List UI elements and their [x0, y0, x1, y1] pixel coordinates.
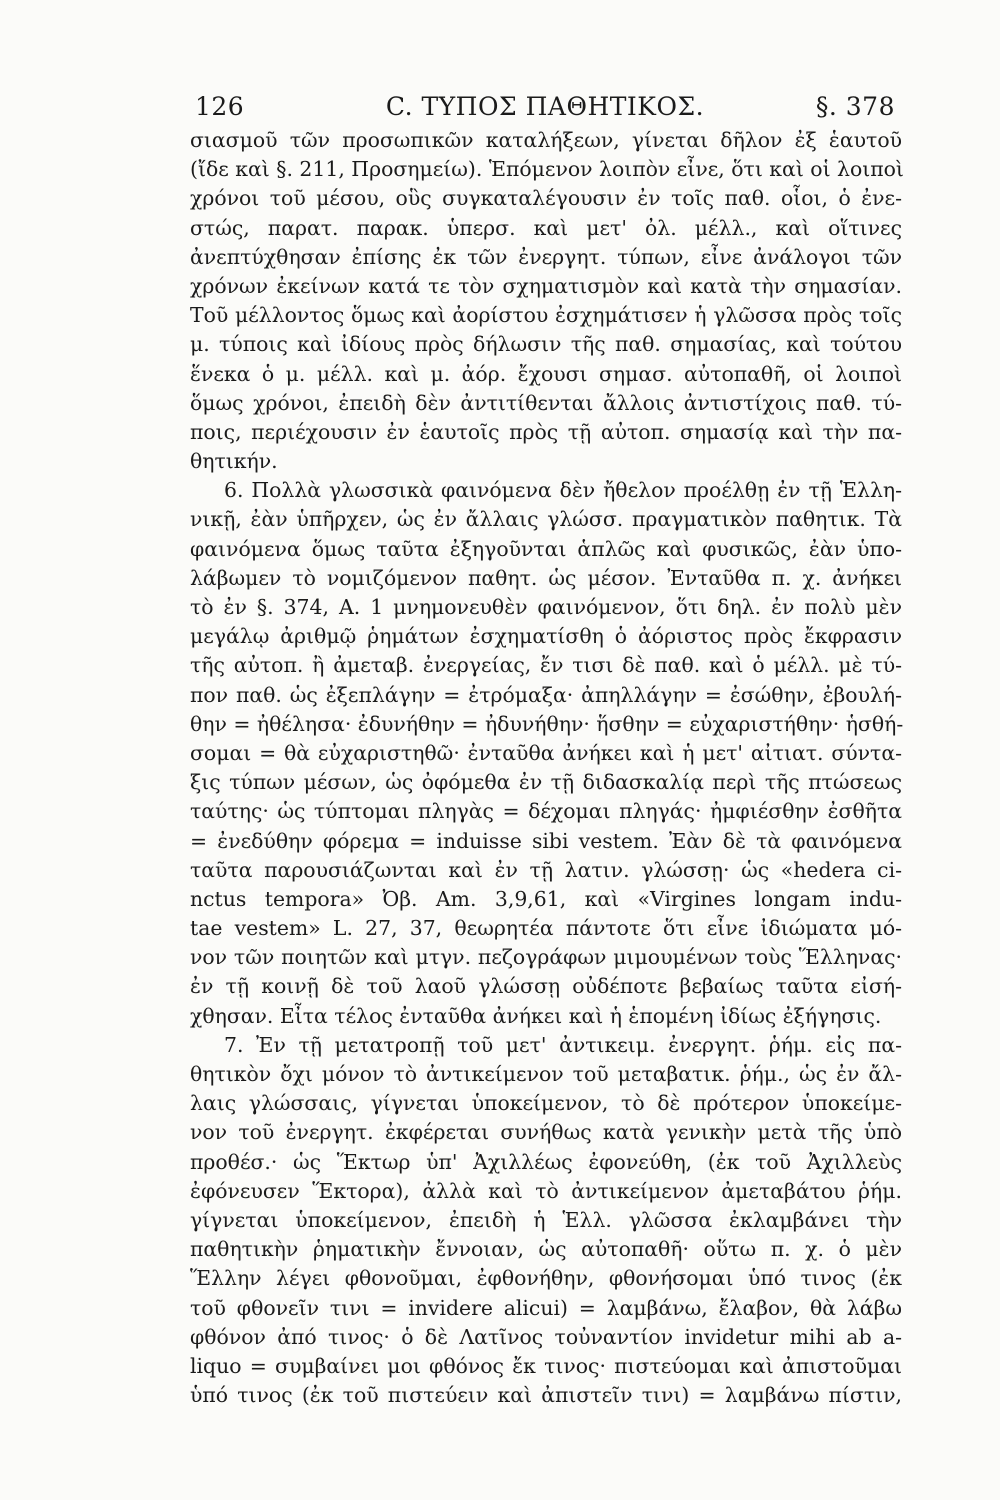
text-line: ἐν τῇ κοινῇ δὲ τοῦ λαοῦ γλώσσῃ οὐδέποτε βεβαίως ταῦτα εἰσή-	[190, 974, 902, 999]
text-line: σιασμοῦ τῶν προσωπικῶν καταλήξεων, γίνεται δῆλον ἐξ ἑαυτοῦ	[190, 128, 902, 152]
text-line: μ. τύποις καὶ ἰδίους πρὸς δήλωσιν τῆς παθ. σημασίας, καὶ τούτου	[190, 332, 902, 357]
text-line: φθόνον ἀπό τινος· ὁ δὲ Λατῖνος τοὐναντίον invidetur mihi ab a-	[190, 1324, 902, 1349]
text-line: παθητικὴν ῥηματικὴν ἔννοιαν, ὡς αὐτοπαθῆ· οὕτω π. χ. ὁ μὲν	[190, 1237, 902, 1262]
text-line: φαινόμενα ὅμως ταῦτα ἐξηγοῦνται ἁπλῶς καὶ φυσικῶς, ἐὰν ὑπο-	[190, 536, 902, 561]
text-line: θην = ἠθέλησα· ἐδυνήθην = ἠδυνήθην· ἥσθην = εὐχαριστήθην· ἡσθή-	[190, 711, 904, 736]
text-line: Τοῦ μέλλοντος ὅμως καὶ ἀορίστου ἐσχημάτισεν ἡ γλῶσσα πρὸς τοῖς	[190, 303, 902, 328]
text-line: ἕνεκα ὁ μ. μέλλ. καὶ μ. ἀόρ. ἔχουσι σημασ. αὐτοπαθῆ, οἱ λοιποὶ	[190, 361, 902, 386]
text-line: νον τοῦ ἐνεργητ. ἐκφέρεται συνήθως κατὰ γενικὴν μετὰ τῆς ὑπὸ	[190, 1120, 902, 1145]
section-number: §. 378	[815, 92, 895, 121]
text-line: λαις γλώσσαις, γίγνεται ὑποκείμενον, τὸ δὲ πρότερον ὑποκείμε-	[190, 1091, 902, 1116]
text-line: γίγνεται ὑποκείμενον, ἐπειδὴ ἡ Ἑλλ. γλῶσσα ἐκλαμβάνει τὴν	[190, 1207, 902, 1232]
text-line: νικῇ, ἐὰν ὑπῆρχεν, ὡς ἐν ἄλλαις γλώσσ. πραγματικὸν παθητικ. Τὰ	[190, 507, 902, 532]
text-line: tae vestem» L. 27, 37, θεωρητέα πάντοτε ὅτι εἶνε ἰδιώματα μό-	[190, 916, 902, 941]
text-line: ὑπό τινος (ἐκ τοῦ πιστεύειν καὶ ἀπιστεῖν τινι) = λαμβάνω πίστιν,	[190, 1383, 902, 1408]
text-line: μεγάλῳ ἀριθμῷ ῥημάτων ἐσχηματίσθη ὁ ἀόριστος πρὸς ἔκφρασιν	[190, 624, 902, 649]
text-line: liquo = συμβαίνει μοι φθόνος ἔκ τινος· πιστεύομαι καὶ ἀπιστοῦμαι	[190, 1353, 902, 1378]
text-line: χρόνων ἐκείνων κατά τε τὸν σχηματισμὸν καὶ κατὰ τὴν σημασίαν.	[190, 273, 902, 298]
text-line: θητικὸν ὄχι μόνον τὸ ἀντικείμενον τοῦ μεταβατικ. ῥήμ., ὡς ἐν ἄλ-	[190, 1062, 902, 1086]
text-line: λάβωμεν τὸ νομιζόμενον παθητ. ὡς μέσον. Ἐνταῦθα π. χ. ἀνήκει	[190, 565, 902, 590]
text-line: χρόνοι τοῦ μέσου, οὓς συγκαταλέγουσιν ἐν τοῖς παθ. οἷοι, ὁ ἐνε-	[190, 186, 902, 211]
text-line: τῆς αὐτοπ. ἢ ἀμεταβ. ἐνεργείας, ἔν τισι δὲ παθ. καὶ ὁ μέλλ. μὲ τύ-	[190, 653, 902, 678]
text-line: νον τῶν ποιητῶν καὶ μτγν. πεζογράφων μιμουμένων τοὺς Ἕλληνας·	[190, 945, 902, 970]
text-line: = ἐνεδύθην φόρεμα = induisse sibi vestem. Ἐὰν δὲ τὰ φαινόμενα	[190, 828, 902, 853]
text-line: ταύτης· ὡς τύπτομαι πληγὰς = δέχομαι πληγάς· ἠμφιέσθην ἐσθῆτα	[190, 799, 902, 824]
text-line: ποις, περιέχουσιν ἐν ἑαυτοῖς πρὸς τῇ αὐτοπ. σημασίᾳ καὶ τὴν πα-	[190, 419, 902, 444]
text-line: τοῦ φθονεῖν τινι = invidere alicui) = λαμβάνω, ἔλαβον, θὰ λάβω	[190, 1295, 902, 1320]
text-line: ἐφόνευσεν Ἕκτορα), ἀλλὰ καὶ τὸ ἀντικείμενον ἀμεταβάτου ῥήμ.	[190, 1178, 902, 1203]
body-text	[190, 126, 902, 1410]
text-line: 6. Πολλὰ γλωσσικὰ φαινόμενα δὲν ἤθελον προέλθῃ ἐν τῇ Ἑλλη-	[224, 478, 902, 503]
text-line: nctus tempora» Ὀβ. Am. 3,9,61, καὶ «Virgines longam indu-	[190, 886, 902, 911]
text-line: σομαι = θὰ εὐχαριστηθῶ· ἐνταῦθα ἀνήκει καὶ ἡ μετ' αἰτιατ. σύντα-	[190, 740, 902, 765]
text-line: ξις τύπων μέσων, ὡς ὀφόμεθα ἐν τῇ διδασκαλίᾳ περὶ τῆς πτώσεως	[190, 770, 902, 795]
text-line: προθέσ.· ὡς Ἕκτωρ ὑπ' Ἀχιλλέως ἐφονεύθη, (ἐκ τοῦ Ἀχιλλεὺς	[190, 1149, 902, 1174]
text-line: 7. Ἐν τῇ μετατροπῇ τοῦ μετ' ἀντικειμ. ἐνεργητ. ῥήμ. εἰς πα-	[224, 1032, 902, 1057]
running-header	[195, 92, 895, 128]
text-line: στώς, παρατ. παρακ. ὑπερσ. καὶ μετ' ὀλ. μέλλ., καὶ οἵτινες	[190, 215, 902, 240]
text-line: πον παθ. ὡς ἐξεπλάγην = ἐτρόμαξα· ἀπηλλάγην = ἐσώθην, ἐβουλή-	[190, 682, 902, 707]
text-line: χθησαν. Εἶτα τέλος ἐνταῦθα ἀνήκει καὶ ἡ ἑπομένη ἰδίως ἐξήγησις.	[190, 1003, 882, 1028]
text-line: ὅμως χρόνοι, ἐπειδὴ δὲν ἀντιτίθενται ἄλλοις ἀντιστίχοις παθ. τύ-	[190, 390, 902, 415]
page-number: 126	[195, 92, 245, 121]
text-line: ἀνεπτύχθησαν ἐπίσης ἐκ τῶν ἐνεργητ. τύπων, εἶνε ἀνάλογοι τῶν	[190, 244, 902, 269]
text-line: θητικήν.	[190, 449, 278, 474]
text-line: τὸ ἐν §. 374, Α. 1 μνημονευθὲν φαινόμενον, ὅτι δηλ. ἐν πολὺ μὲν	[190, 595, 902, 619]
text-line: (ἴδε καὶ §. 211, Προσημείω). Ἑπόμενον λοιπὸν εἶνε, ὅτι καὶ οἱ λοιποὶ	[190, 157, 904, 182]
header-title: C. ΤΥΠΟΣ ΠΑΘΗΤΙΚΟΣ.	[385, 92, 705, 121]
text-line: Ἕλλην λέγει φθονοῦμαι, ἐφθονήθην, φθονήσομαι ὑπό τινος (ἐκ	[190, 1266, 902, 1291]
text-line: ταῦτα παρουσιάζωνται καὶ ἐν τῇ λατιν. γλώσσῃ· ὡς «hedera ci-	[190, 857, 902, 882]
